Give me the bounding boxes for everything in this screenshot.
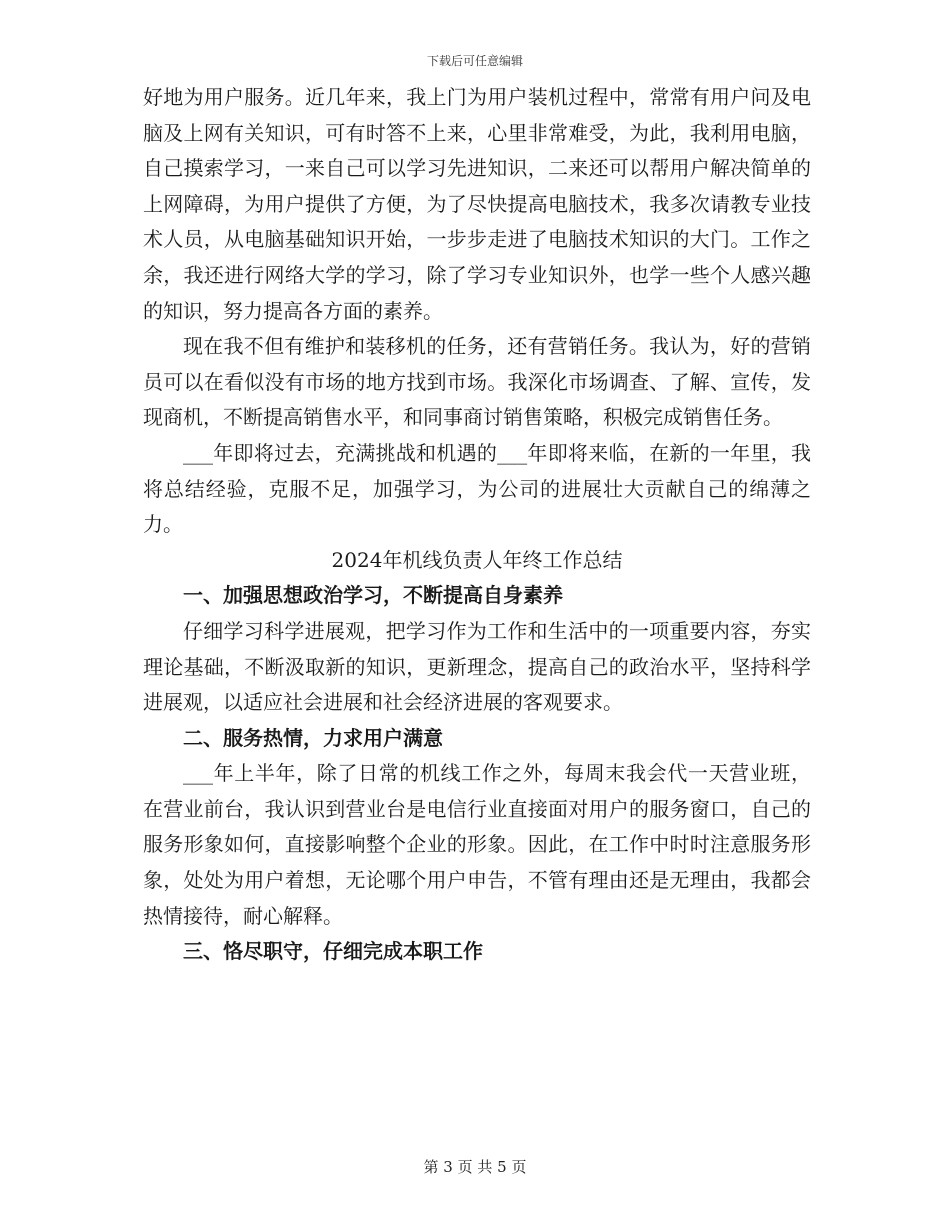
page-header: 下载后可任意编辑 bbox=[426, 54, 523, 68]
paragraph-service: ___年上半年，除了日常的机线工作之外，每周末我会代一天营业班，在营业前台，我认识到营业台是电信行业直接面对用户的服务窗口，自己的服务形象如何，直接影响整个企业的形象。因此，在工作中时时注意服务形象，处处为用户着想，无论哪个用户申告，不管有理由还是无理由，我都会热情接待，耐心解释。 bbox=[143, 761, 811, 928]
document-title: 2024年机线负责人年终工作总结 bbox=[331, 547, 623, 572]
document-body bbox=[143, 80, 811, 970]
paragraph-marketing: 现在我不但有维护和装移机的任务，还有营销任务。我认为，好的营销员可以在看似没有市场的地方找到市场。我深化市场调查、了解、宣传，发现商机，不断提高销售水平，和同事商讨销售策略，积极完成销售任务。 bbox=[143, 334, 811, 430]
section-heading-2: 二、服务热情，力求用户满意 bbox=[183, 725, 443, 750]
page-footer: 第 3 页 共 5 页 bbox=[423, 1158, 527, 1176]
section-heading-3: 三、恪尽职守，仔细完成本职工作 bbox=[183, 939, 483, 964]
paragraph-outlook: ___年即将过去，充满挑战和机遇的___年即将来临，在新的一年里，我将总结经验，克服不足，加强学习，为公司的进展壮大贡献自己的绵薄之力。 bbox=[143, 440, 811, 537]
paragraph-continuation: 好地为用户服务。近几年来，我上门为用户装机过程中，常常有用户问及电脑及上网有关知识，可有时答不上来，心里非常难受，为此，我利用电脑，自己摸索学习，一来自己可以学习先进知识，二来还可以帮用户解决简单的上网障碍，为用户提供了方便，为了尽快提高电脑技术，我多次请教专业技术人员，从电脑基础知识开始，一步步走进了电脑技术知识的大门。工作之余，我还进行网络大学的学习，除了学习专业知识外，也学一些个人感兴趣的知识，努力提高各方面的素养。 bbox=[143, 85, 811, 323]
section-heading-1: 一、加强思想政治学习，不断提高自身素养 bbox=[183, 583, 563, 608]
paragraph-political-study: 仔细学习科学进展观，把学习作为工作和生活中的一项重要内容，夯实理论基础，不断汲取新的知识，更新理念，提高自己的政治水平，坚持科学进展观，以适应社会进展和社会经济进展的客观要求。 bbox=[143, 618, 811, 715]
